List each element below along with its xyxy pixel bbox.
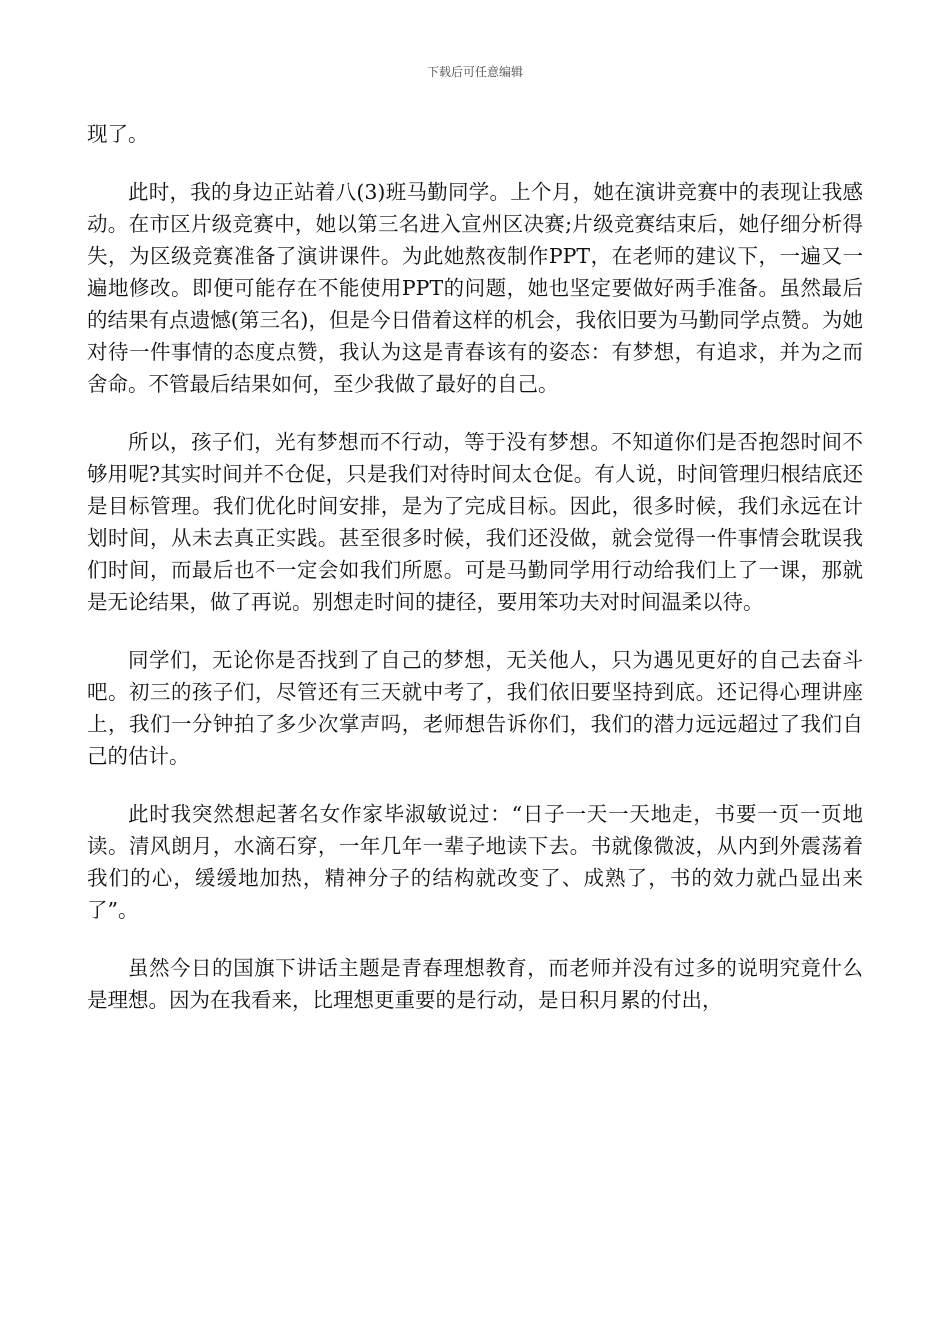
paragraph-6: 虽然今日的国旗下讲话主题是青春理想教育，而老师并没有过多的说明究竟什么是理想。因为在我看来，比理想更重要的是行动，是日积月累的付出， — [87, 956, 863, 1012]
paragraph-3: 所以，孩子们，光有梦想而不行动，等于没有梦想。不知道你们是否抱怨时间不够用呢?其实时间并不仓促，只是我们对待时间太仓促。有人说，时间管理归根结底还是目标管理。我们优化时间安排，是为了完成目标。因此，很多时候，我们永远在计划时间，从未去真正实践。甚至很多时候，我们还没做，就会觉得一件事情会耽误我们时间，而最后也不一定会如我们所愿。可是马勤同学用行动给我们上了一课，那就是无论结果，做了再说。别想走时间的捷径，要用笨功夫对时间温柔以待。 — [87, 430, 863, 614]
document-body — [87, 118, 863, 1042]
paragraph-2: 此时，我的身边正站着八(3)班马勤同学。上个月，她在演讲竞赛中的表现让我感动。在市区片级竞赛中，她以第三名进入宣州区决赛;片级竞赛结束后，她仔细分析得失，为区级竞赛准备了演讲课件。为此她熬夜制作PPT，在老师的建议下，一遍又一遍地修改。即便可能存在不能使用PPT的问题，她也坚定要做好两手准备。虽然最后的结果有点遗憾(第三名)，但是今日借着这样的机会，我依旧要为马勤同学点赞。为她对待一件事情的态度点赞，我认为这是青春该有的姿态：有梦想，有追求，并为之而舍命。不管最后结果如何，至少我做了最好的自己。 — [87, 180, 863, 396]
paragraph-5: 此时我突然想起著名女作家毕淑敏说过：“日子一天一天地走，书要一页一页地读。清风朗月，水滴石穿，一年几年一辈子地读下去。书就像微波，从内到外震荡着我们的心，缓缓地加热，精神分子的结构就改变了、成熟了，书的效力就凸显出来了”。 — [87, 802, 863, 922]
paragraph-4: 同学们，无论你是否找到了自己的梦想，无关他人，只为遇见更好的自己去奋斗吧。初三的孩子们，尽管还有三天就中考了，我们依旧要坚持到底。还记得心理讲座上，我们一分钟拍了多少次掌声吗，老师想告诉你们，我们的潜力远远超过了我们自己的估计。 — [87, 648, 863, 768]
paragraph-1: 现了。 — [87, 122, 149, 146]
page-header: 下载后可任意编辑 — [426, 65, 523, 79]
